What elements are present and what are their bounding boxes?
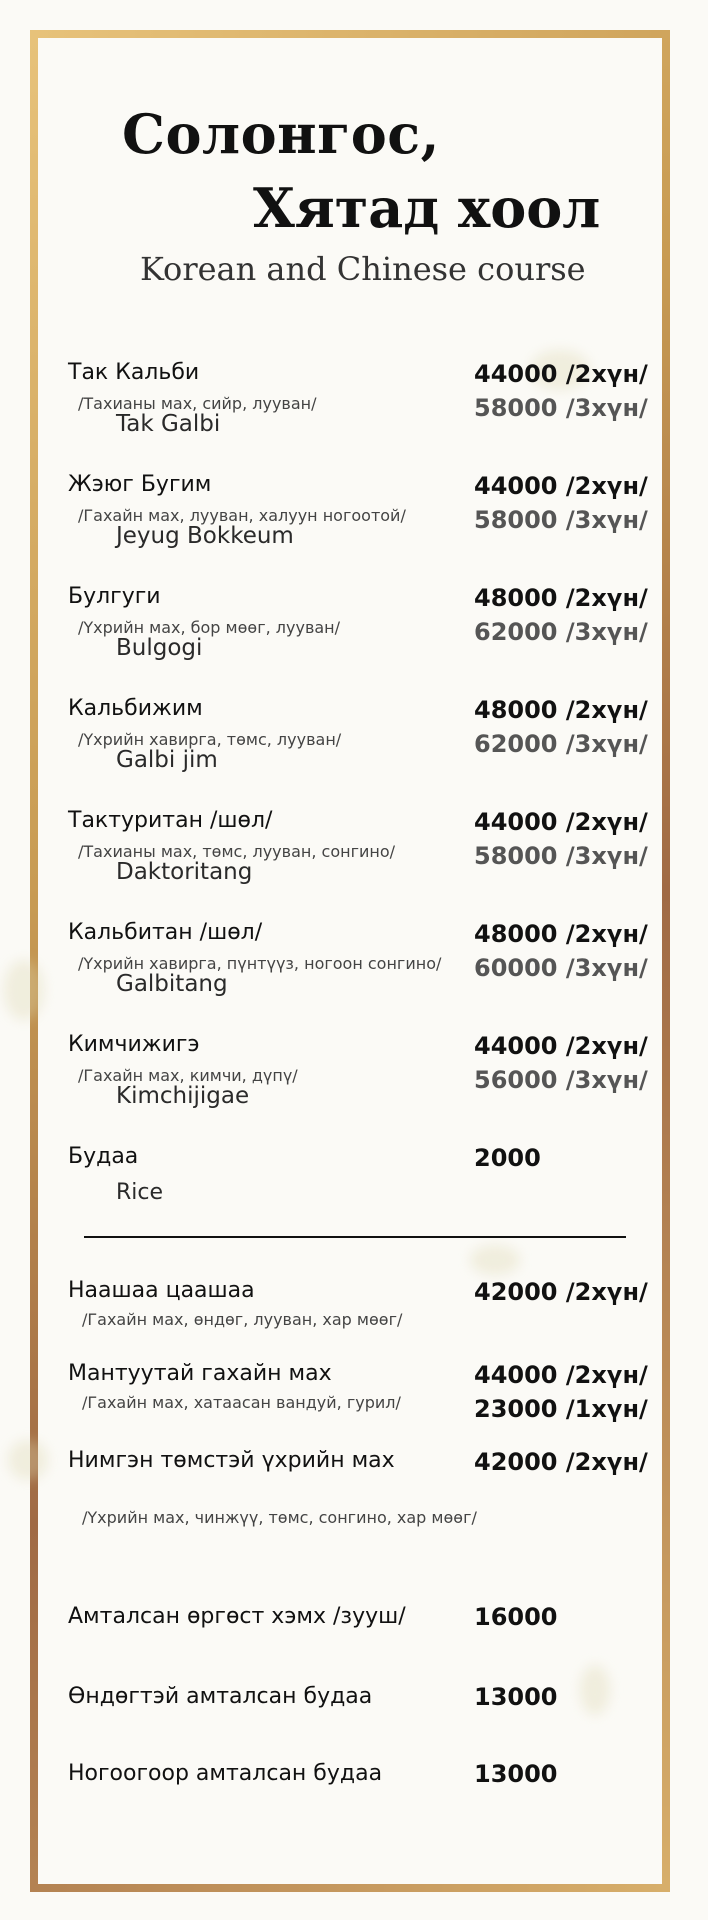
price-3-persons: 56000 /3хүн/: [474, 1066, 648, 1094]
price-2-persons: 48000 /2хүн/: [474, 920, 648, 948]
dish-english-name: Galbi jim: [116, 747, 218, 773]
dish-ingredients: /Гахайн мах, өндөг, лууван, хар мөөг/: [82, 1310, 403, 1329]
price: 2000: [474, 1144, 541, 1172]
price-2-persons: 42000 /2хүн/: [474, 1448, 648, 1476]
dish-ingredients: /Гахайн мах, хатаасан вандуй, гурил/: [82, 1393, 401, 1412]
dish-english-name: Kimchijigae: [116, 1083, 250, 1109]
dish-ingredients: /Үхрийн мах, чинжүү, төмс, сонгино, хар мөөг/: [82, 1508, 477, 1527]
paper-stain: [580, 1665, 610, 1715]
title-line2: Хятад хоол: [253, 176, 601, 240]
menu-item: [68, 472, 658, 562]
price-3-persons: 62000 /3хүн/: [474, 618, 648, 646]
side-item-name: Амталсан өргөст хэмх /зууш/: [68, 1604, 406, 1629]
menu-item-rice: [68, 1144, 658, 1234]
dish-name: Так Кальби: [68, 360, 200, 385]
price-3-persons: 58000 /3хүн/: [474, 394, 648, 422]
price-2-persons: 42000 /2хүн/: [474, 1278, 648, 1306]
dish-ingredients: /Тахианы мах, сийр, лууван/: [78, 394, 317, 413]
side-item-price: 13000: [474, 1760, 558, 1788]
price-2-persons: 48000 /2хүн/: [474, 584, 648, 612]
side-item-price: 16000: [474, 1603, 558, 1631]
dish-name: Жэюг Бугим: [68, 472, 212, 497]
dish-english-name: Galbitang: [116, 971, 228, 997]
dish-name: Наашаа цаашаа: [68, 1278, 255, 1303]
dish-english-name: Rice: [116, 1180, 164, 1205]
price-2-persons: 44000 /2хүн/: [474, 472, 648, 500]
dish-ingredients: /Гахайн мах, лууван, халуун ногоотой/: [78, 506, 406, 525]
dish-name: Будаа: [68, 1144, 139, 1169]
dish-name: Булгуги: [68, 584, 161, 609]
menu-item: [68, 360, 658, 450]
dish-name: Кальбитан /шөл/: [68, 920, 263, 945]
dish-ingredients: /Үхрийн хавирга, пүнтүүз, ногоон сонгино/: [78, 954, 442, 973]
dish-english-name: Daktoritang: [116, 859, 253, 885]
price-2-persons: 44000 /2хүн/: [474, 360, 648, 388]
menu-item: [68, 920, 658, 1010]
dish-english-name: Tak Galbi: [116, 411, 221, 437]
menu-item: [68, 696, 658, 786]
section-divider: [84, 1236, 626, 1238]
side-item-price: 13000: [474, 1683, 558, 1711]
dish-name: Кимчижигэ: [68, 1032, 200, 1057]
menu-item: [68, 1278, 658, 1368]
price-2-persons: 44000 /2хүн/: [474, 808, 648, 836]
menu-item: [68, 808, 658, 898]
dish-english-name: Jeyug Bokkeum: [116, 523, 294, 549]
paper-stain: [470, 1245, 520, 1275]
price-2-persons: 48000 /2хүн/: [474, 696, 648, 724]
dish-name: Тактуритан /шөл/: [68, 808, 273, 833]
price-2-persons: 44000 /2хүн/: [474, 1032, 648, 1060]
dish-ingredients: /Тахианы мах, төмс, лууван, сонгино/: [78, 842, 396, 861]
dish-ingredients: /Үхрийн мах, бор мөөг, лууван/: [78, 618, 341, 637]
menu-item: [68, 1448, 658, 1538]
price-3-persons: 62000 /3хүн/: [474, 730, 648, 758]
dish-name: Кальбижим: [68, 696, 203, 721]
price-1-person: 23000 /1хүн/: [474, 1395, 648, 1423]
paper-stain: [8, 1440, 48, 1480]
price-3-persons: 60000 /3хүн/: [474, 954, 648, 982]
dish-ingredients: /Гахайн мах, кимчи, дүпү/: [78, 1066, 298, 1085]
price-3-persons: 58000 /3хүн/: [474, 842, 648, 870]
side-item-name: Ногоогоор амталсан будаа: [68, 1761, 383, 1786]
subtitle: Korean and Chinese course: [140, 250, 586, 288]
price-2-persons: 44000 /2хүн/: [474, 1361, 648, 1389]
title-line1: Солонгос,: [122, 102, 440, 166]
dish-name: Нимгэн төмстэй үхрийн мах: [68, 1448, 395, 1473]
dish-english-name: Bulgogi: [116, 635, 203, 661]
menu-item: [68, 1361, 658, 1451]
paper-stain: [4, 960, 44, 1020]
side-item-name: Өндөгтэй амталсан будаа: [68, 1684, 373, 1709]
menu-item: [68, 1032, 658, 1122]
menu-item: [68, 584, 658, 674]
dish-name: Мантуутай гахайн мах: [68, 1361, 332, 1386]
price-3-persons: 58000 /3хүн/: [474, 506, 648, 534]
dish-ingredients: /Үхрийн хавирга, төмс, лууван/: [78, 730, 342, 749]
